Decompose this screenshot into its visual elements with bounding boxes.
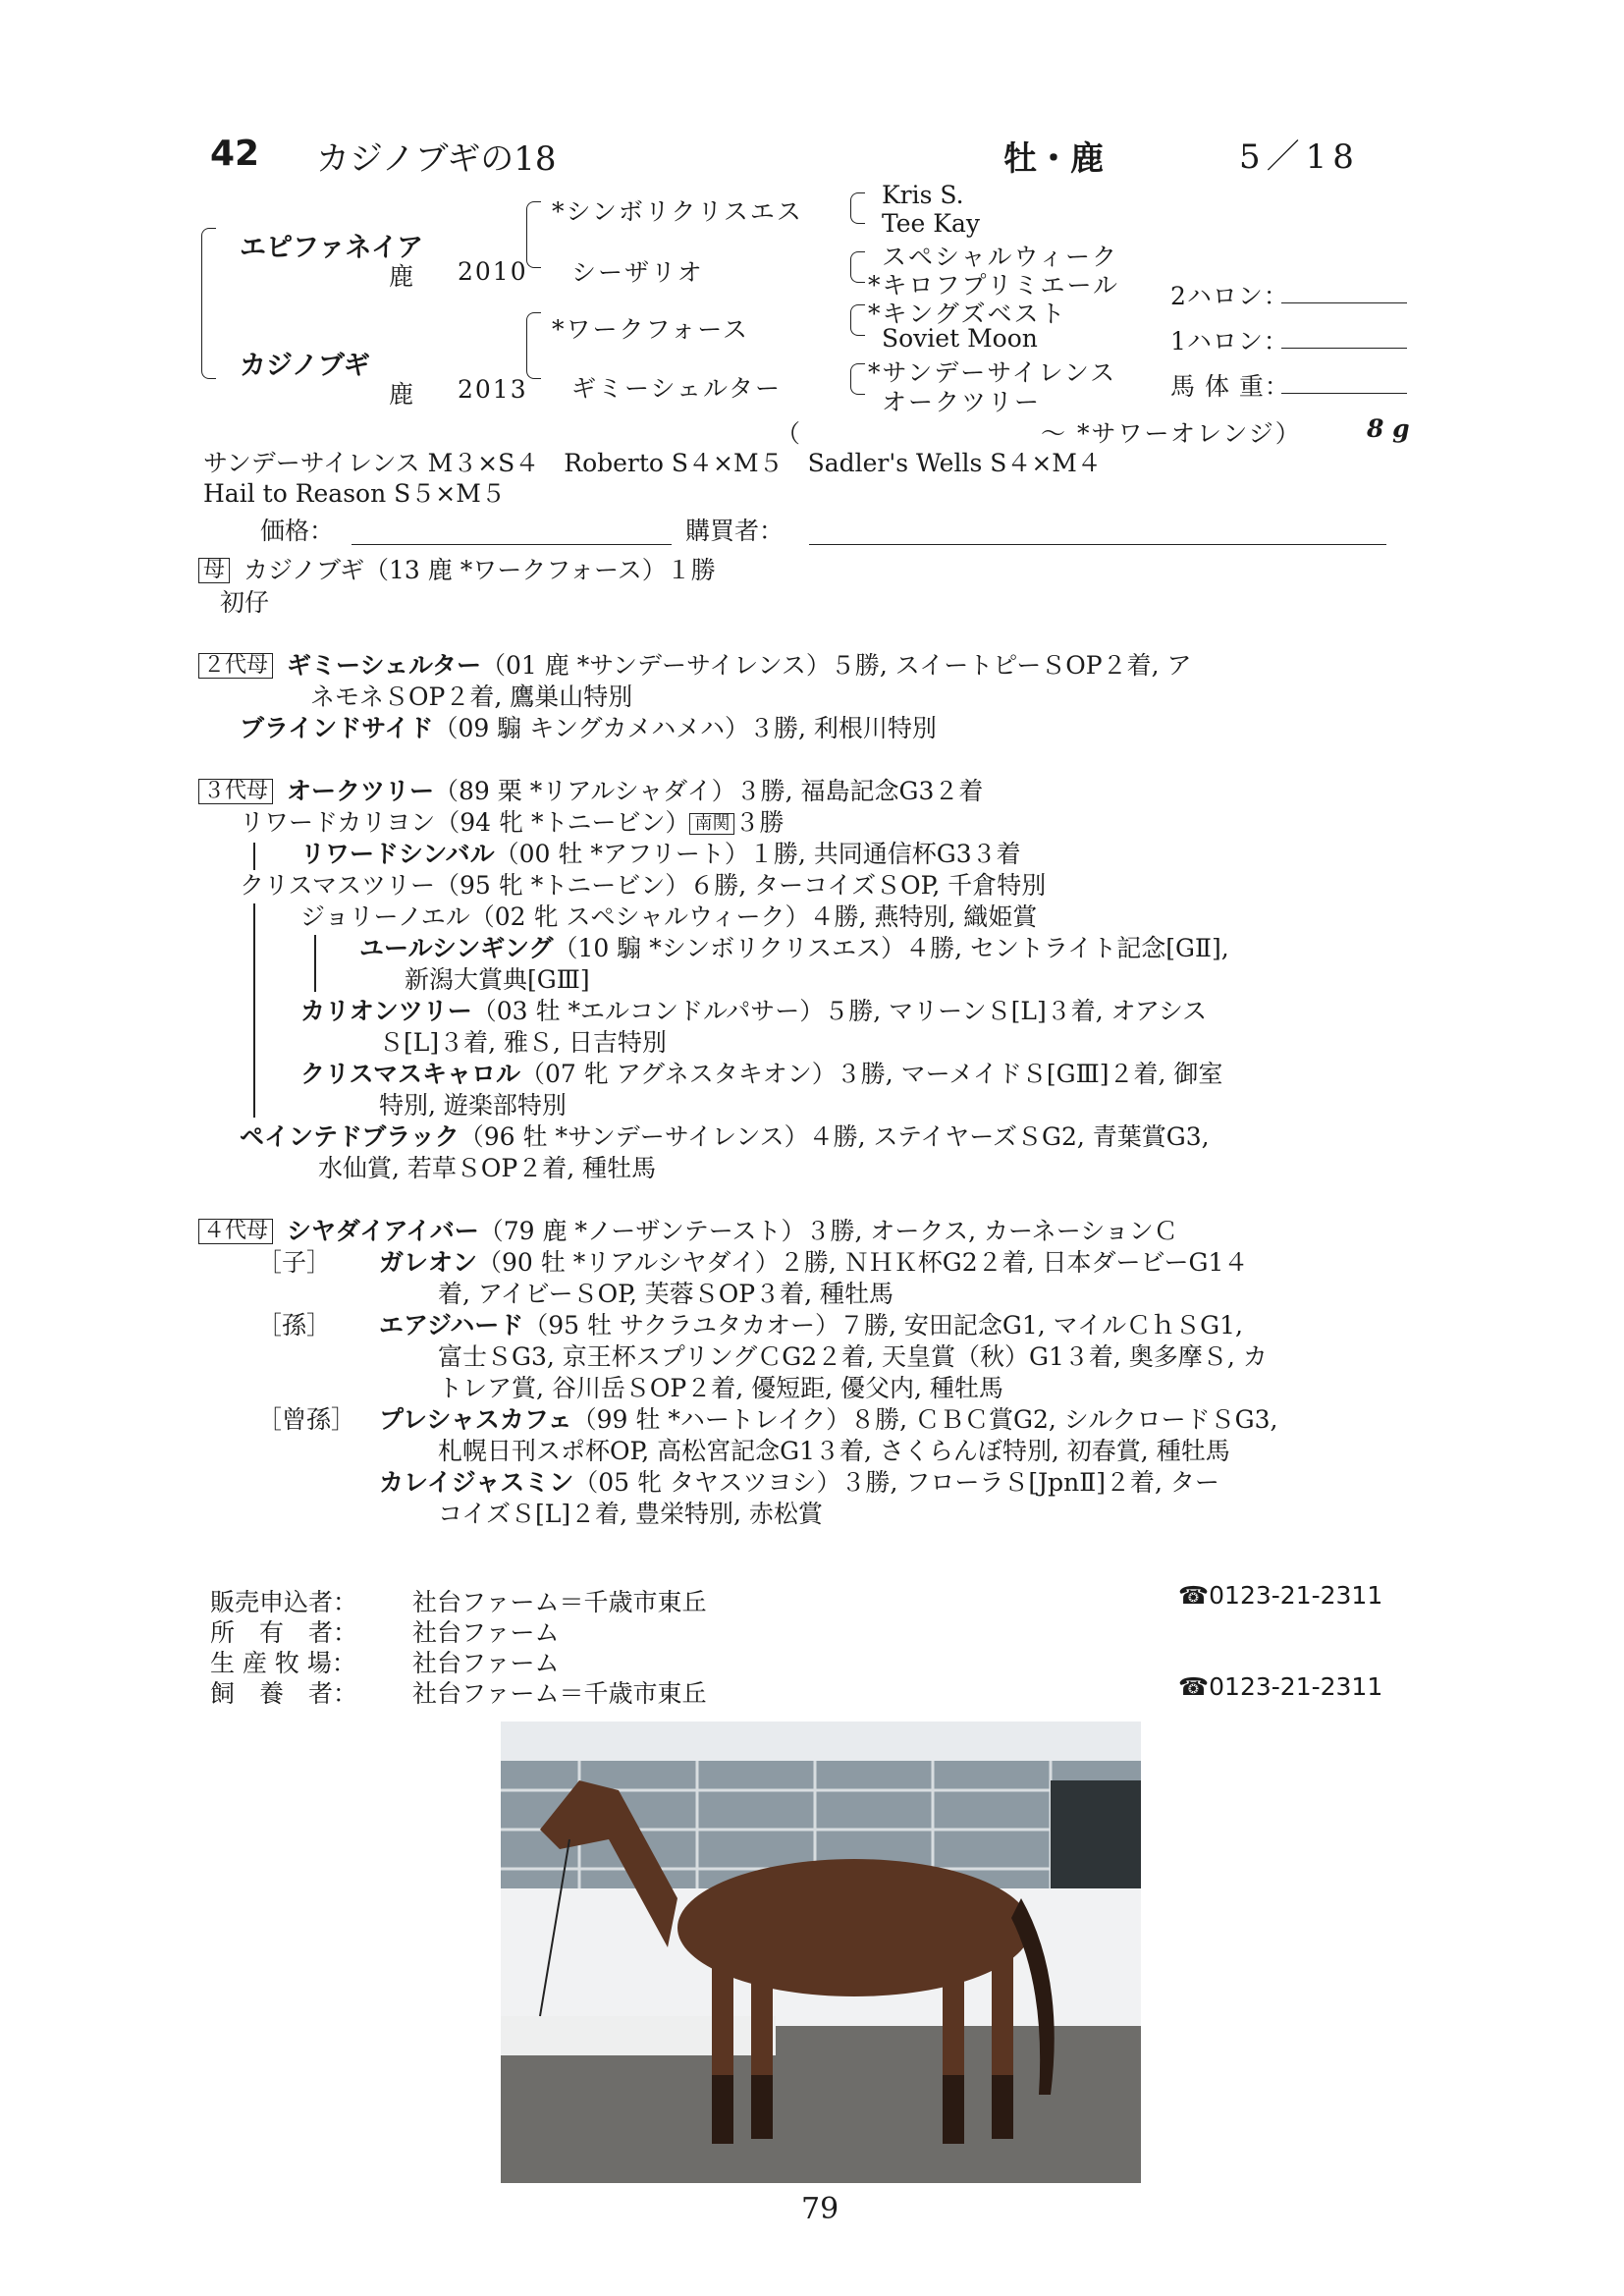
fourth-dam-line: [198, 1216, 1178, 1247]
price-blank: [352, 544, 672, 545]
contact-label: 生 産 牧 場：: [210, 1649, 356, 1677]
carillon-tree-rest: （03 牡 *エルコンドルパサー）５勝, マリーンＳ[L]３着, オアシス: [471, 997, 1208, 1025]
weight-blank: [1281, 393, 1407, 394]
painted-black-name: ペインテドブラック: [240, 1122, 460, 1151]
ggc2-line: [379, 1467, 1219, 1499]
grandchild-cont-1: 富士ＳG3, 京王杯スプリングＣG2２着, 天皇賞（秋）G1３着, 奥多摩Ｓ, カ: [438, 1342, 1268, 1371]
sex-color: 牡・鹿: [1003, 139, 1104, 179]
ggc1-line: [379, 1404, 1277, 1436]
contact-value: 社台ファーム＝千歳市東丘: [412, 1679, 707, 1708]
yule-singing-name: ユールシンギング: [359, 934, 554, 962]
third-dam-l6-cont: Ｓ[L]３着, 雅Ｓ, 日吉特別: [379, 1028, 667, 1057]
second-dam-rest: （01 鹿 *サンデーサイレンス）５勝, スイートピーＳOP２着, ア: [481, 651, 1192, 680]
one-furlong-label: 1ハロン：: [1170, 327, 1289, 355]
air-jihad-rest: （95 牡 サクラユタカオー）７勝, 安田記念G1, マイルＣｈＳG1,: [523, 1311, 1243, 1339]
reward-carillon-wins: ３勝: [734, 808, 785, 837]
grandchild-line: [379, 1310, 1243, 1341]
dam-color: 鹿: [389, 380, 416, 409]
pedigree-bracket-dam: [526, 312, 541, 379]
horse-name: カジノブギの18: [316, 139, 557, 179]
g3-2: Tee Kay: [882, 209, 980, 238]
sire-sire: *シンボリクリスエス: [552, 197, 803, 226]
courageous-min-name: カレイジャスミン: [379, 1468, 574, 1497]
tree-line-3: [314, 935, 316, 992]
horse-photo-illustration: [501, 1722, 1141, 2183]
buyer-blank: [809, 544, 1386, 545]
fourth-dam-name: シヤダイアイバー: [287, 1217, 479, 1245]
pedigree-bracket-sire: [526, 201, 541, 268]
christmas-carol-rest: （07 牝 アグネスタキオン）３勝, マーメイドＳ[GⅢ]２着, 御室: [520, 1060, 1223, 1088]
third-dam-l5-cont: 新潟大賞典[GⅢ]: [405, 965, 590, 994]
contact-label: 所 有 者：: [210, 1618, 358, 1647]
second-dam-tag: ２代母: [198, 653, 273, 679]
reward-cymbal-name: リワードシンバル: [300, 840, 495, 868]
fourth-dam-rest: （79 鹿 *ノーザンテースト）３勝, オークス, カーネーションＣ: [478, 1217, 1178, 1245]
page-number: 79: [801, 2192, 839, 2226]
child-cont: 着, アイビーＳOP, 芙蓉ＳOP３着, 種牡馬: [438, 1280, 893, 1308]
third-dam-l6: [300, 996, 1207, 1027]
dam-dam: ギミーシェルター: [571, 374, 783, 403]
weight-label: 馬 体 重：: [1170, 372, 1290, 401]
third-dam-rest: （89 栗 *リアルシャダイ）３勝, 福島記念G3２着: [434, 777, 984, 805]
third-dam-l5: [359, 933, 1229, 964]
bracket-g3c: [850, 304, 865, 336]
tree-line-1: [253, 843, 255, 870]
contact-phone: ☎0123-21-2311: [1178, 1672, 1383, 1701]
family-note: （ 〜 *サワーオレンジ）: [776, 419, 1302, 448]
child-label: ［子］: [257, 1248, 332, 1277]
g3-4: *キロフプリミエール: [868, 271, 1120, 300]
great-grandchild-label: ［曾孫］: [257, 1405, 356, 1434]
ggc2-cont: コイズＳ[L]２着, 豊栄特別, 赤松賞: [438, 1500, 823, 1528]
contact-label: 飼 養 者：: [210, 1679, 358, 1708]
third-dam-l4: ジョリーノエル（02 牝 スペシャルウィーク）４勝, 燕特別, 織姫賞: [300, 902, 1038, 931]
reward-carillon: リワードカリヨン（94 牝 *トニービン）: [240, 808, 690, 837]
third-dam-l2: [300, 839, 1021, 870]
bracket-g3a: [850, 192, 865, 224]
galleon-name: ガレオン: [379, 1248, 478, 1277]
bracket-g3d: [850, 363, 865, 395]
g3-1: Kris S.: [882, 181, 964, 209]
g3-6: Soviet Moon: [882, 324, 1038, 353]
g3-8: オークツリー: [882, 388, 1042, 416]
second-dam-child-rest: （09 騸 キングカメハメハ）３勝, 利根川特別: [433, 714, 937, 742]
painted-black-rest: （96 牡 *サンデーサイレンス）４勝, ステイヤーズＳG2, 青葉賞G3,: [459, 1122, 1210, 1151]
contact-phone: ☎0123-21-2311: [1178, 1581, 1383, 1610]
two-furlong-blank: [1281, 302, 1407, 303]
third-dam-l7-cont: 特別, 遊楽部特別: [379, 1091, 567, 1120]
ggc1-cont: 札幌日刊スポ杯OP, 高松宮記念G1３着, さくらんぼ特別, 初春賞, 種牡馬: [438, 1437, 1230, 1465]
third-dam-l8-cont: 水仙賞, 若草ＳOP２着, 種牡馬: [318, 1154, 657, 1182]
precious-cafe-rest: （99 牡 *ハートレイク）８勝, ＣＢＣ賞G2, シルクロードＳG3,: [571, 1405, 1278, 1434]
dam-section-line: [198, 555, 716, 586]
third-dam-l8: [240, 1121, 1210, 1153]
christmas-carol-name: クリスマスキャロル: [300, 1060, 521, 1088]
buyer-label: 購買者：: [685, 517, 785, 545]
galleon-rest: （90 牡 *リアルシヤダイ）２勝, ＮＨＫ杯G2２着, 日本ダービーG1４: [477, 1248, 1249, 1277]
dam-tag: 母: [198, 558, 230, 583]
g3-5: *キングズベスト: [868, 300, 1067, 328]
fourth-dam-tag: ４代母: [198, 1219, 273, 1244]
inbreeding-line-2: Hail to Reason S５×M５: [203, 479, 506, 508]
horse-photo: [501, 1722, 1141, 2183]
sire-name: エピファネイア: [240, 233, 424, 263]
bracket-g3b: [850, 251, 865, 283]
dam-first-foal: 初仔: [220, 588, 270, 617]
nankan-tag: 南関: [689, 813, 734, 835]
third-dam-tag: ３代母: [198, 779, 273, 804]
one-furlong-blank: [1281, 348, 1407, 349]
two-furlong-label: 2ハロン：: [1170, 282, 1289, 310]
dam-name: カジノブギ: [240, 351, 370, 381]
birth-date: 5／18: [1239, 137, 1360, 177]
contact-value: 社台ファーム: [412, 1618, 560, 1647]
third-dam-l3: クリスマスツリー（95 牝 *トニービン）６勝, ターコイズＳOP, 千倉特別: [240, 871, 1047, 900]
grandchild-cont-2: トレア賞, 谷川岳ＳOP２着, 優短距, 優父内, 種牡馬: [438, 1374, 1003, 1402]
tree-line-2: [253, 903, 255, 1118]
second-dam-line: [198, 650, 1191, 682]
dam-sire: *ワークフォース: [552, 315, 750, 344]
sire-year: 2010: [458, 257, 528, 286]
second-dam-name: ギミーシェルター: [287, 651, 482, 680]
price-label: 価格：: [260, 517, 335, 545]
contact-value: 社台ファーム: [412, 1649, 560, 1677]
grandchild-label: ［孫］: [257, 1311, 332, 1339]
yule-singing-rest: （10 騸 *シンボリクリスエス）４勝, セントライト記念[GⅡ],: [553, 934, 1229, 962]
family-number: 8 g: [1367, 414, 1410, 443]
pedigree-bracket-left: [201, 228, 216, 379]
dam-summary: カジノブギ（13 鹿 *ワークフォース）１勝: [244, 556, 716, 584]
sire-color: 鹿: [389, 262, 416, 291]
reward-cymbal-rest: （00 牡 *アフリート）１勝, 共同通信杯G3３着: [494, 840, 1021, 868]
dam-year: 2013: [458, 375, 528, 404]
courageous-min-rest: （05 牝 タヤスツヨシ）３勝, フローラＳ[JpnⅡ]２着, ター: [573, 1468, 1219, 1497]
precious-cafe-name: プレシャスカフェ: [379, 1405, 572, 1434]
second-dam-child-name: ブラインドサイド: [240, 714, 434, 742]
lot-number: 42: [210, 134, 260, 174]
third-dam-name: オークツリー: [287, 777, 435, 805]
inbreeding-line-1: サンデーサイレンス M３×S４ Roberto S４×M５ Sadler's Wells S４×M４: [203, 449, 1102, 477]
contact-label: 販売申込者：: [210, 1588, 358, 1616]
air-jihad-name: エアジハード: [379, 1311, 524, 1339]
third-dam-l1: [240, 807, 784, 839]
child-line: [379, 1247, 1248, 1279]
second-dam-child: [240, 713, 937, 744]
third-dam-line: [198, 776, 983, 807]
second-dam-cont: ネモネＳOP２着, 鷹巣山特別: [310, 683, 633, 711]
third-dam-l7: [300, 1059, 1222, 1090]
carillon-tree-name: カリオンツリー: [300, 997, 472, 1025]
contact-value: 社台ファーム＝千歳市東丘: [412, 1588, 707, 1616]
g3-3: スペシャルウィーク: [882, 243, 1119, 271]
g3-7: *サンデーサイレンス: [868, 358, 1117, 387]
sire-dam: シーザリオ: [571, 258, 704, 287]
